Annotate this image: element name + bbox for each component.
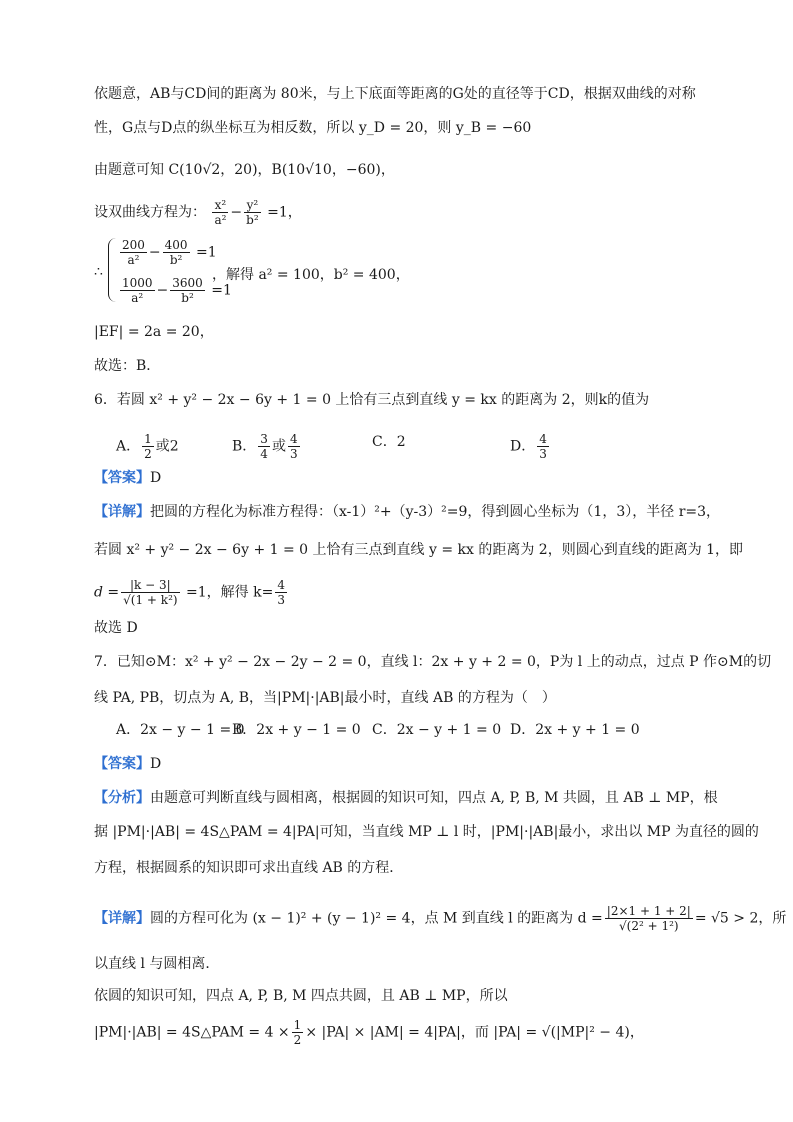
q7-option-c: C．2x − y + 1 = 0	[372, 722, 502, 738]
frac-y2-b2: $\frac{\text{y²}}{\text{b²}}$	[246, 198, 259, 227]
frac-x2-a2: $\frac{\text{x²}}{\text{a²}}$	[214, 198, 227, 227]
system-brace	[108, 238, 117, 302]
analysis-7-line-3: 方程，根据圆系的知识即可求出直线 AB 的方程．	[94, 860, 404, 876]
analysis-7-line-1: 【分析】由题意可判断直线与圆相离，根据圆的知识可知，四点 A, P, B, M 共圆，且 AB ⊥ MP，根	[94, 790, 718, 806]
system-eq-2: $\frac{1000}{\text{a²}}$ − $\frac{3600}{\text{b²}}$ =1	[122, 276, 232, 305]
therefore-symbol: ∴	[94, 264, 103, 280]
q6-option-d: D． $\frac{4}{3}$	[510, 432, 547, 461]
choose-d: 故选 D	[94, 620, 138, 636]
detail-7-line-3: 依圆的知识可知，四点 A, P, B, M 四点共圆，且 AB ⊥ MP，所以	[94, 988, 508, 1004]
detail-7-line-1: 【详解】圆的方程可化为 (x − 1)² + (y − 1)² = 4，点 M 到直线 l 的距离为 d = $\frac{|2\times 1 + 1 + 2|}{\text{√(2² + 1²)}}$ = √5 > 2，所	[94, 904, 787, 933]
detail-7-line-2: 以直线 l 与圆相离．	[94, 956, 220, 972]
q7-option-b: B．2x + y − 1 = 0	[232, 722, 361, 738]
ef-line: |EF| = 2a = 20，	[94, 324, 214, 340]
system-eq-1: $\frac{200}{\text{a²}}$ − $\frac{400}{\text{b²}}$ =1	[122, 238, 217, 267]
analysis-7-line-2: 据 |PM|·|AB| = 4S△PAM = 4|PA|可知，当直线 MP ⊥ l 时，|PM|·|AB|最小，求出以 MP 为直径的圆的	[94, 824, 759, 840]
hyperbola-equation: 设双曲线方程为： $\frac{\text{x²}}{\text{a²}}$ − $\frac{\text{y²}}{\text{b²}}$ =1，	[94, 198, 302, 227]
choose-b: 故选：B．	[94, 358, 161, 374]
hyperbola-eq-label: 设双曲线方程为：	[94, 204, 206, 221]
detail-7-line-4: |PM|·|AB| = 4S△PAM = 4 × $\frac{1}{2}$ × |PA| × |AM| = 4|PA|，而 |PA| = √(|MP|² − 4)，	[94, 1018, 644, 1047]
q6-option-b: B． $\frac{3}{4}$ 或 $\frac{4}{3}$	[232, 432, 298, 461]
text-line-3: 由题意可知 C(10√2，20)，B(10√10，−60)，	[94, 162, 395, 178]
text-line-2: 性，G点与D点的纵坐标互为相反数，所以 y_D = 20，则 y_B = −60	[94, 120, 532, 136]
system-result: ，解得 a² = 100，b² = 400，	[212, 267, 410, 283]
q6-option-c: C．2	[372, 434, 406, 450]
detail-6-line-2: 若圆 x² + y² − 2x − 6y + 1 = 0 上恰有三点到直线 y = kx 的距离为 2，则圆心到直线的距离为 1，即	[94, 542, 744, 558]
q7-option-d: D．2x + y + 1 = 0	[510, 722, 640, 738]
question-7-line-2: 线 PA, PB，切点为 A, B，当|PM|·|AB|最小时，直线 AB 的方程为（ ）	[94, 690, 556, 706]
question-6: 6．若圆 x² + y² − 2x − 6y + 1 = 0 上恰有三点到直线 y = kx 的距离为 2，则k的值为	[94, 392, 650, 408]
question-7-line-1: 7．已知⊙M：x² + y² − 2x − 2y − 2 = 0，直线 l：2x + y + 2 = 0，P为 l 上的动点，过点 P 作⊙M的切	[94, 654, 772, 670]
detail-6-line-1: 【详解】把圆的方程化为标准方程得：（x-1）²+（y-3）²=9，得到圆心坐标为（1，3），半径 r=3，	[94, 504, 721, 520]
text-line-1: 依题意，AB与CD间的距离为 80米，与上下底面等距离的G处的直径等于CD，根据双曲线的对称	[94, 86, 696, 102]
answer-6: 【答案】D	[94, 470, 162, 486]
q6-option-a: A． $\frac{1}{2}$ 或2	[116, 432, 179, 461]
detail-6-line-3: d = $\frac{|k - 3|}{\text{√(1 + k²)}}$ =1，解得 k= $\frac{4}{3}$	[94, 578, 285, 607]
q7-option-a: A．2x − y − 1 = 0	[116, 722, 245, 738]
answer-7: 【答案】D	[94, 756, 162, 772]
